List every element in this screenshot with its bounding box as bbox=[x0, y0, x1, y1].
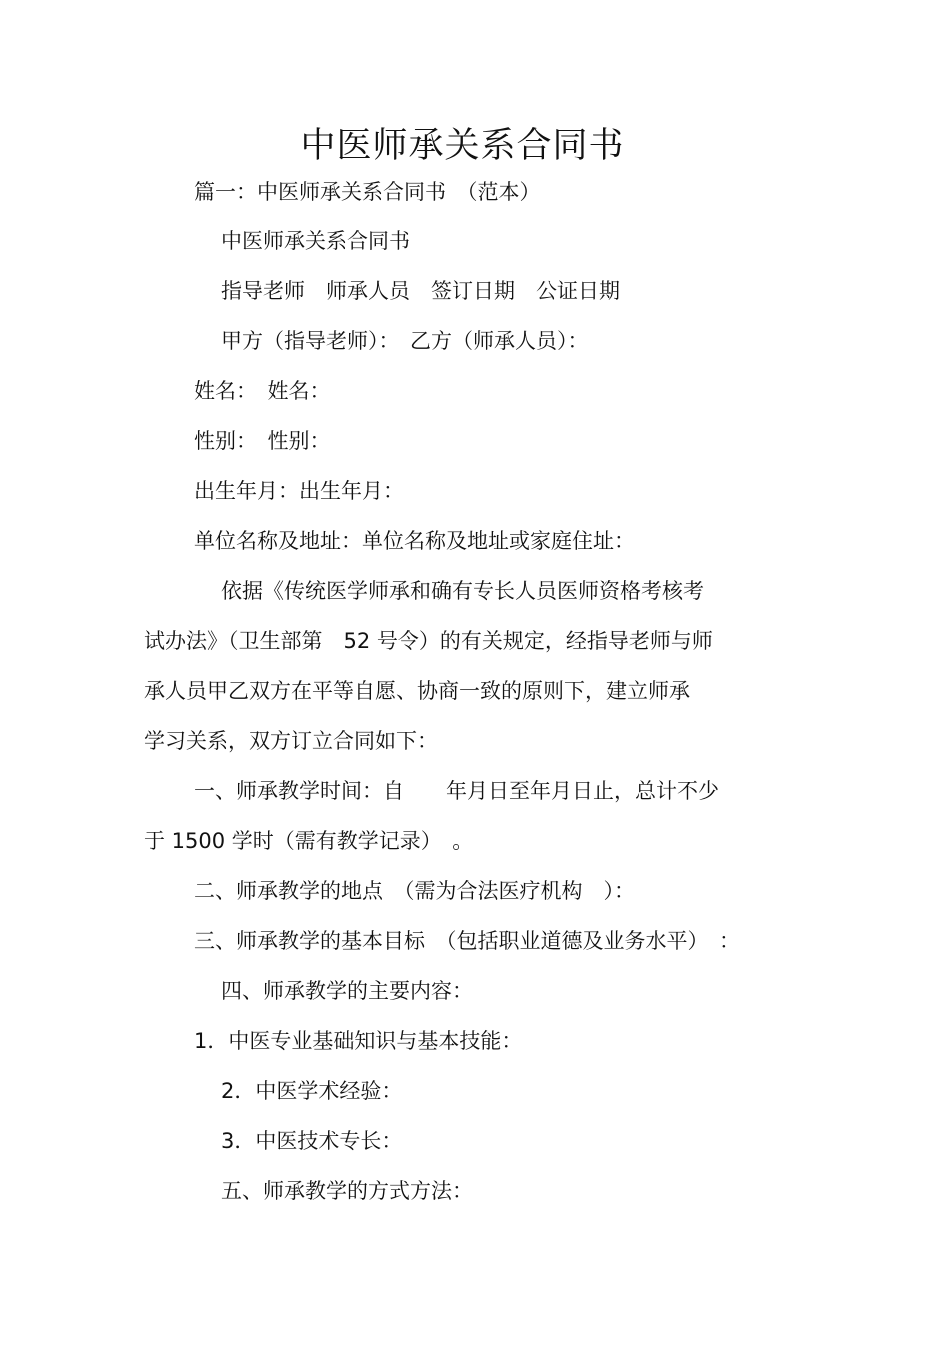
contract-subtitle: 中医师承关系合同书 bbox=[221, 229, 410, 253]
preamble-line: 承人员甲乙双方在平等自愿、协商一致的原则下，建立师承 bbox=[144, 679, 690, 703]
name-field-row: 姓名： 姓名： bbox=[194, 379, 331, 403]
clause-1-line: 于 1500 学时（需有教学记录） 。 bbox=[144, 829, 474, 853]
clause-1-line: 一、师承教学时间：自 年月日至年月日止，总计不少 bbox=[194, 779, 719, 803]
preamble-line: 试办法》（卫生部第 52 号令）的有关规定，经指导老师与师 bbox=[144, 629, 713, 653]
signing-header-row: 指导老师 师承人员 签订日期 公证日期 bbox=[221, 279, 620, 303]
clause-4: 四、师承教学的主要内容： bbox=[221, 979, 473, 1003]
clause-3: 三、师承教学的基本目标 （包括职业道德及业务水平） ： bbox=[194, 929, 740, 953]
chapter-heading: 篇一：中医师承关系合同书 （范本） bbox=[194, 180, 541, 204]
document-title: 中医师承关系合同书 bbox=[300, 126, 625, 166]
birth-field-row: 出生年月：出生年月： bbox=[194, 479, 404, 503]
clause-5: 五、师承教学的方式方法： bbox=[221, 1179, 473, 1203]
preamble-line: 学习关系，双方订立合同如下： bbox=[144, 729, 438, 753]
party-header-row: 甲方（指导老师）： 乙方（师承人员）： bbox=[221, 329, 589, 353]
preamble-line: 依据《传统医学师承和确有专长人员医师资格考核考 bbox=[221, 579, 704, 603]
clause-4-item-2: 2．中医学术经验： bbox=[221, 1079, 403, 1103]
clause-2: 二、师承教学的地点 （需为合法医疗机构 ）： bbox=[194, 879, 635, 903]
gender-field-row: 性别： 性别： bbox=[194, 429, 331, 453]
address-field-row: 单位名称及地址：单位名称及地址或家庭住址： bbox=[194, 529, 635, 553]
clause-4-item-1: 1．中医专业基础知识与基本技能： bbox=[194, 1029, 523, 1053]
clause-4-item-3: 3．中医技术专长： bbox=[221, 1129, 403, 1153]
